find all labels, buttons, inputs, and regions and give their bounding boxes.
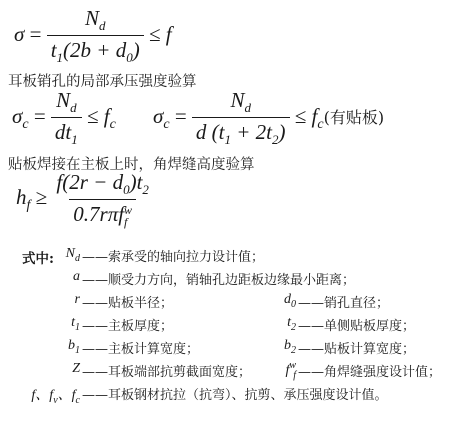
formula-fraction: $\frac{N_d}{t_1(2b + d_0)}$ bbox=[47, 6, 144, 66]
formula-note: (有贴板) bbox=[323, 108, 385, 127]
formula-local-bearing: $\sigma_c$ = $\frac{N_d}{dt_1}$ ≤ $f_c$ bbox=[12, 88, 116, 148]
formula-local-bearing-with-plate: $\sigma_c$ = $\frac{N_d}{d (t_1 + 2t_2)}$ ≤ $f_c$(有贴板) bbox=[153, 88, 385, 148]
heading-fillet-weld: 贴板焊接在主板上时，角焊缝高度验算 bbox=[8, 157, 255, 173]
formula-weld-height: $h_f$ ≥ $f(2r - d_0)t_2$ 0.7rπf w f bbox=[16, 170, 149, 230]
formula-bearing-strength: σ = $\frac{N_d}{t_1(2b + d_0)}$ ≤ f bbox=[14, 6, 172, 66]
formula-lhs: σ bbox=[14, 22, 25, 46]
legend-label: 式中: bbox=[22, 251, 54, 267]
heading-pinhole-bearing: 耳板销孔的局部承压强度验算 bbox=[8, 74, 197, 90]
